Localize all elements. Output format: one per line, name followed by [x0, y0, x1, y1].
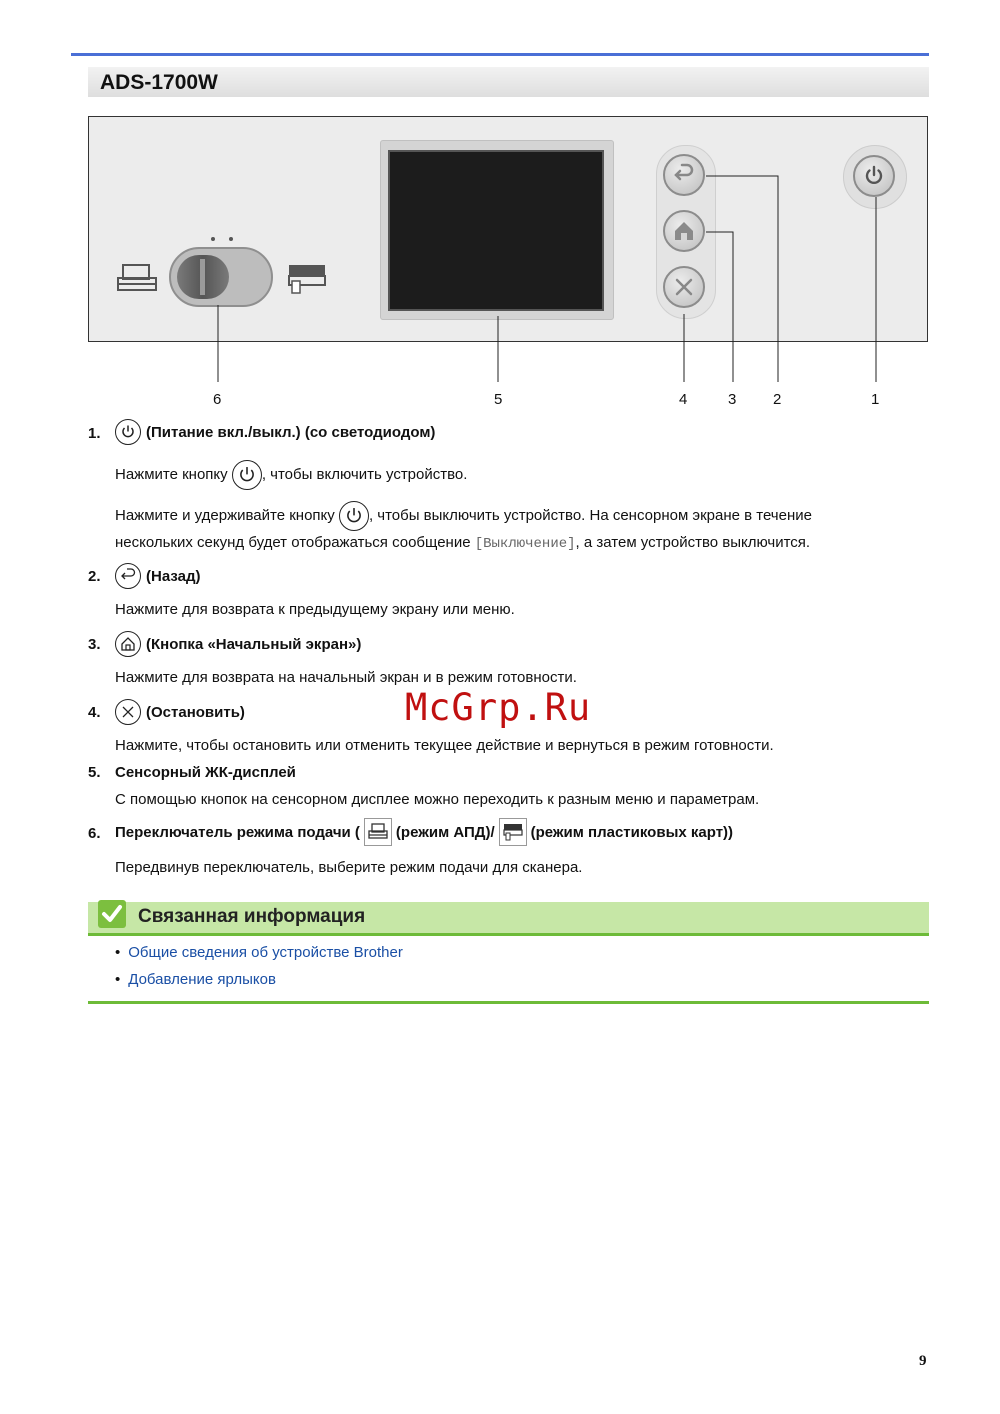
item-title: (режим АПД)/	[395, 823, 495, 841]
paragraph: С помощью кнопок на сенсорном дисплее можно переходить к разным меню и параметрам.	[115, 791, 760, 808]
callout-lines	[0, 0, 1000, 400]
model-title: ADS-1700W	[100, 71, 218, 94]
paragraph	[115, 460, 467, 490]
text: , чтобы выключить устройство. На сенсорном экране в течение	[368, 506, 812, 524]
item-number: 2.	[88, 568, 101, 585]
paragraph	[115, 529, 810, 558]
item-heading-back	[115, 563, 200, 589]
text: нескольких секунд будет отображаться сообщение	[115, 534, 475, 551]
item-heading-home	[115, 631, 361, 657]
power-icon	[339, 501, 369, 531]
paragraph: Нажмите для возврата на начальный экран и в режим готовности.	[115, 669, 577, 686]
bullet: •	[115, 971, 121, 988]
callout-number: 6	[213, 391, 222, 408]
item-heading-power	[115, 419, 435, 445]
item-title: (Остановить)	[146, 703, 245, 721]
item-number: 4.	[88, 704, 101, 721]
home-icon	[115, 631, 141, 657]
item-title: Переключатель режима подачи (	[115, 823, 360, 841]
stop-icon	[115, 699, 141, 725]
back-icon	[115, 563, 141, 589]
item-title: (Назад)	[146, 567, 201, 585]
power-icon	[232, 460, 262, 490]
callout-number: 1	[871, 391, 880, 408]
item-heading-switch	[115, 818, 733, 846]
bullet: •	[115, 944, 121, 961]
lcd-message: [Выключение]	[474, 536, 576, 552]
text: , чтобы включить устройство.	[261, 465, 468, 483]
bottom-rule	[88, 1001, 929, 1004]
related-link[interactable]	[115, 944, 403, 961]
paragraph: Нажмите, чтобы остановить или отменить текущее действие и вернуться в режим готовности.	[115, 737, 774, 754]
power-icon	[115, 419, 141, 445]
item-title: (режим пластиковых карт))	[530, 823, 734, 841]
related-info-title: Связанная информация	[138, 906, 366, 927]
callout-number: 2	[773, 391, 782, 408]
link-text[interactable]: Добавление ярлыков	[128, 971, 276, 988]
callout-number: 3	[728, 391, 737, 408]
text: , а затем устройство выключится.	[575, 534, 811, 551]
callout-number: 4	[679, 391, 688, 408]
callout-number: 5	[494, 391, 503, 408]
card-mode-icon	[499, 818, 527, 846]
page-number: 9	[919, 1353, 927, 1369]
item-number: 5.	[88, 764, 101, 781]
adf-mode-icon	[364, 818, 392, 846]
item-number: 3.	[88, 636, 101, 653]
checkmark-icon	[98, 900, 126, 928]
link-text[interactable]: Общие сведения об устройстве Brother	[128, 944, 403, 961]
item-heading-stop	[115, 699, 245, 725]
paragraph: Нажмите для возврата к предыдущему экрану или меню.	[115, 601, 515, 618]
text: Нажмите и удерживайте кнопку	[115, 506, 339, 524]
item-title: (Кнопка «Начальный экран»)	[146, 635, 362, 653]
related-link[interactable]	[115, 971, 276, 988]
related-info-bar	[88, 902, 929, 936]
text: Нажмите кнопку	[115, 465, 232, 483]
item-number: 1.	[88, 425, 101, 442]
item-title: Сенсорный ЖК-дисплей	[115, 764, 296, 781]
paragraph: Передвинув переключатель, выберите режим подачи для сканера.	[115, 859, 583, 876]
item-title: (Питание вкл./выкл.) (со светодиодом)	[146, 423, 436, 441]
paragraph	[115, 501, 812, 531]
item-number: 6.	[88, 825, 101, 842]
watermark: McGrp.Ru	[405, 686, 592, 729]
